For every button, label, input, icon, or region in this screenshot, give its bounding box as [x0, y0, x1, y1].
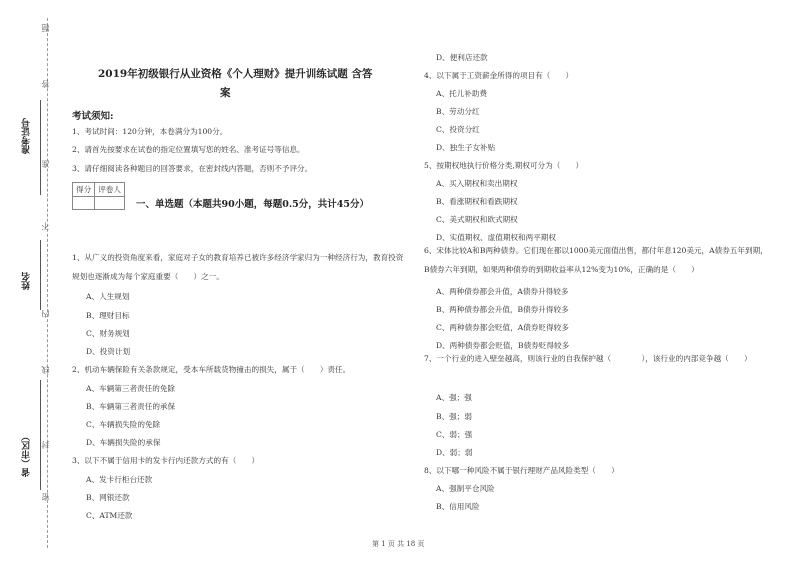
grader-label: 评卷人 [95, 183, 125, 197]
notice-item: 3、请仔细阅读各种题目的回答要求，在密封线内答题，否则不予评分。 [72, 164, 313, 173]
binding-char: 不 [41, 222, 50, 230]
question-stem: 4、以下属于工资薪金所得的项目有（ ） [424, 71, 574, 80]
question-stem: 2、机动车辆保险有关条款规定，受本车所载货物撞击的损失，属于（ ）责任。 [72, 365, 351, 374]
question-stem: 3、以下不属于信用卡的发卡行内还款方式的有（ ） [72, 456, 260, 465]
answer-option[interactable]: B、劳动分红 [436, 107, 480, 116]
score-box [72, 182, 125, 210]
binding-line [47, 18, 48, 548]
answer-option[interactable]: B、看涨期权和看跌期权 [436, 197, 518, 206]
binding-char: 密 [41, 493, 50, 501]
answer-option[interactable]: B、信用风险 [436, 502, 480, 511]
answer-option[interactable]: A、两种债券都会升值，A债券升得较多 [436, 287, 569, 296]
answer-option[interactable]: A、托儿补助费 [436, 89, 488, 98]
answer-option[interactable]: D、独生子女补贴 [436, 143, 496, 152]
answer-option[interactable]: A、买入期权和卖出期权 [436, 179, 518, 188]
answer-option[interactable]: C、投资分红 [436, 125, 480, 134]
answer-option[interactable]: B、强；弱 [436, 412, 472, 421]
question-stem: 7、一个行业的进入壁垒越高，则该行业的自我保护越（ ），该行业的内部竞争越（ ） [424, 354, 752, 363]
binding-char: 线 [41, 366, 50, 374]
score-cell[interactable] [73, 197, 95, 210]
question-stem: 8、以下哪一种风险不属于银行理财产品风险类型（ ） [424, 466, 619, 475]
answer-option[interactable]: A、车辆第三者责任的免除 [86, 384, 176, 393]
name-underline [40, 240, 41, 310]
answer-option[interactable]: B、两种债券都会升值，B债券升得较多 [436, 305, 569, 314]
answer-option[interactable]: D、投资计划 [86, 347, 131, 356]
binding-char: 题 [41, 24, 50, 32]
binding-char: 封 [41, 441, 50, 449]
binding-char: 内 [41, 310, 50, 318]
notice-item: 1、考试时间：120分钟，本卷满分为100分。 [72, 127, 228, 136]
page-number: 第 1 页 共 18 页 [372, 540, 425, 548]
question-stem: 6、宋体比较A和B两种债券。它们现在都以1000美元面值出售，都付年息120美元，A债券五年到期，B债券六年到期，如果两种债券的到期收益率从12%变为10%，正确的是（ ） [424, 246, 768, 274]
answer-option[interactable]: B、网银还款 [86, 493, 130, 502]
region-label: 省（市区） [22, 432, 32, 477]
exam-no-underline [40, 100, 41, 195]
question-stem: 1、从广义的投资角度来看，家庭对子女的教育培养已被许多经济学家归为一种经济行为，教育投资规划也逐渐成为每个家庭重要（ ）之一。 [72, 253, 404, 281]
notice-item: 2、请首先按要求在试卷的指定位置填写您的姓名、准考证号等信息。 [72, 145, 305, 154]
answer-option[interactable]: C、财务规划 [86, 329, 130, 338]
page-title-line2: 案 [220, 87, 231, 99]
exam-no-label: 准考证号 [22, 118, 32, 154]
answer-option[interactable]: D、两种债券都会贬值，B债券贬得较多 [436, 341, 570, 350]
answer-option[interactable]: C、弱；强 [436, 430, 473, 439]
notice-heading: 考试须知: [72, 111, 114, 122]
answer-option[interactable]: C、美式期权和欧式期权 [436, 215, 518, 224]
answer-option[interactable]: B、理财目标 [86, 311, 130, 320]
region-underline [40, 380, 41, 490]
answer-option[interactable]: A、强；强 [436, 393, 472, 402]
binding-char: 准 [41, 160, 50, 168]
score-label: 得分 [73, 183, 95, 197]
answer-option[interactable]: A、人生规划 [86, 292, 130, 301]
answer-option[interactable]: C、车辆损失险的免除 [86, 420, 161, 429]
question-stem: 5、按期权地执行价格分类,期权可分为（ ） [424, 161, 584, 170]
answer-option[interactable]: C、两种债券都会贬值，A债券贬得较多 [436, 323, 569, 332]
answer-option[interactable]: C、ATM还款 [86, 511, 133, 520]
answer-option[interactable]: A、强制平仓风险 [436, 484, 495, 493]
answer-option[interactable]: D、弱；弱 [436, 448, 473, 457]
answer-option[interactable]: B、车辆第三者责任的承保 [86, 402, 176, 411]
answer-option[interactable]: A、发卡行柜台还款 [86, 475, 153, 484]
page-title-line1: 2019年初级银行从业资格《个人理财》提升训练试题 含答 [98, 68, 373, 80]
section-heading: 一、单选题（本题共90小题，每题0.5分，共计45分） [136, 199, 369, 210]
answer-option[interactable]: D、便利店还款 [436, 53, 488, 62]
answer-option[interactable]: D、实值期权、虚值期权和两平期权 [436, 233, 556, 242]
grader-cell[interactable] [95, 197, 125, 210]
binding-char: 答 [41, 80, 50, 88]
name-label: 姓名 [22, 272, 32, 290]
answer-option[interactable]: D、车辆损失险的承保 [86, 438, 161, 447]
